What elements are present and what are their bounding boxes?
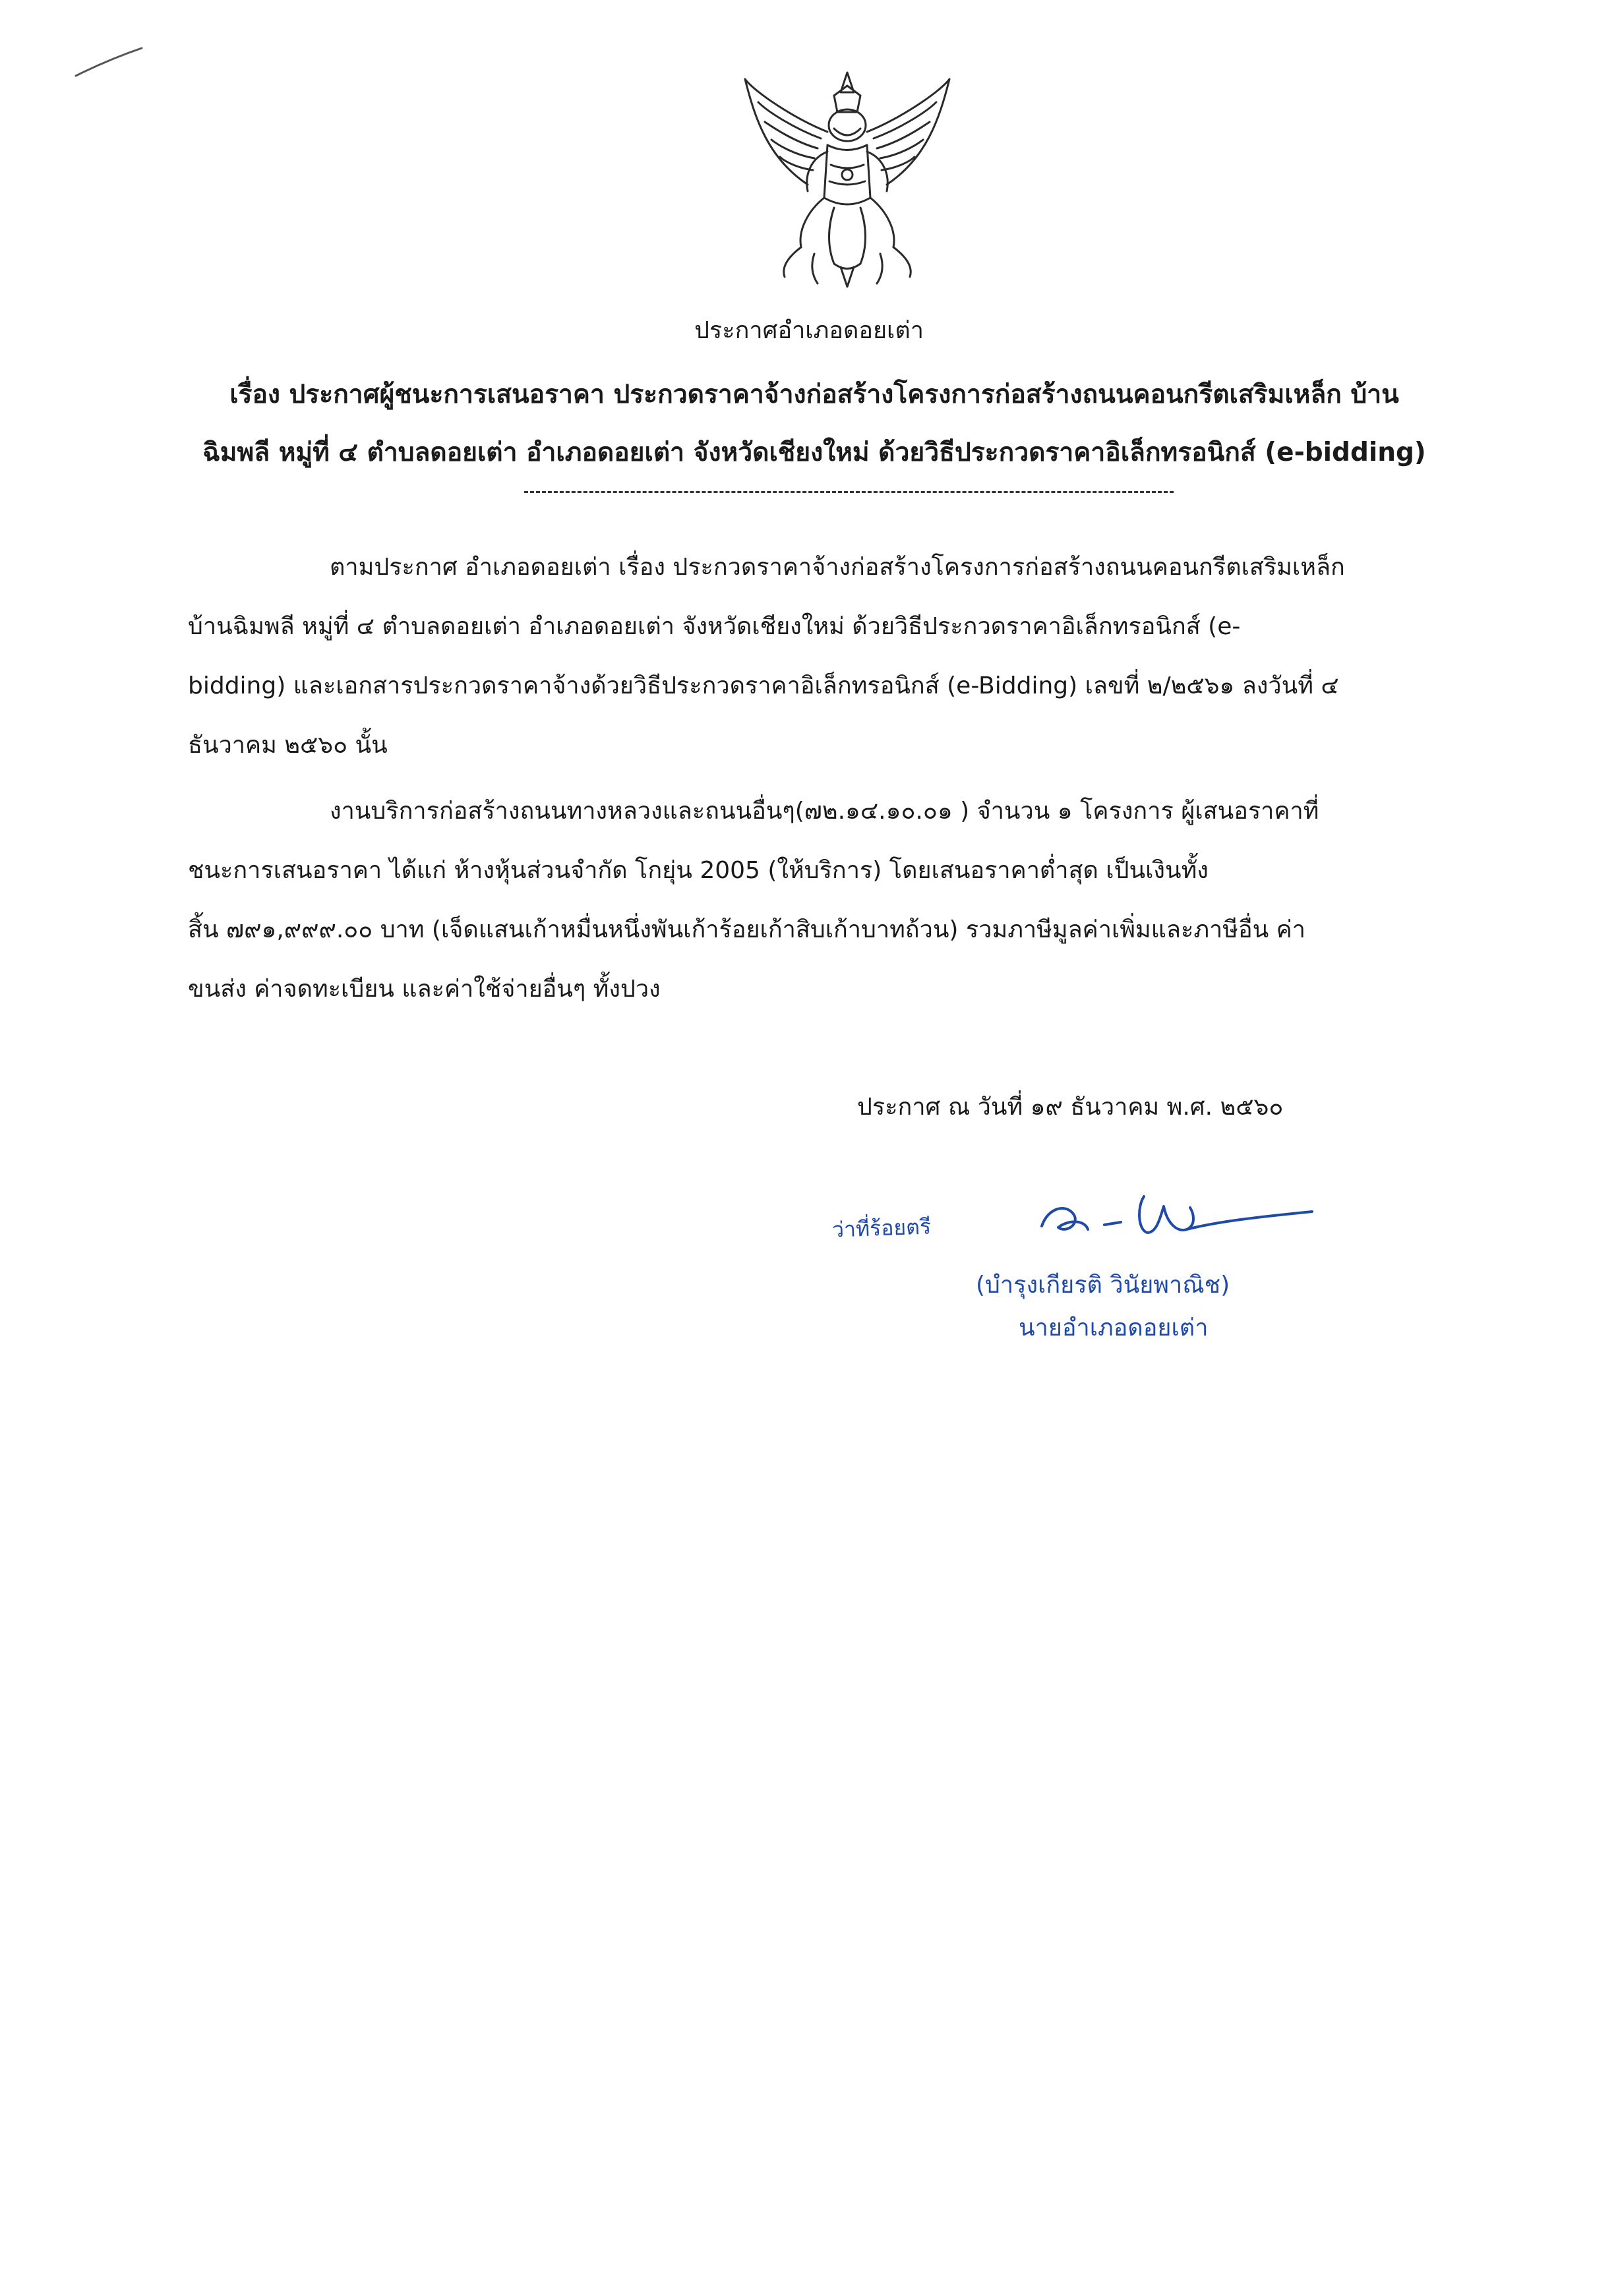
dashed-divider (524, 491, 1174, 493)
paragraph-winner (188, 782, 1480, 1019)
announcement-header: ประกาศอำเภอดอยเต่า (694, 317, 924, 344)
paragraph1-line-1: ตามประกาศ อำเภอดอยเต่า เรื่อง ประกวดราคาจ้างก่อสร้างโครงการก่อสร้างถนนคอนกรีตเสริมเหล็ก (330, 554, 1345, 581)
signer-name: (บำรุงเกียรติ วินัยพาณิช) (976, 1272, 1230, 1299)
paragraph1-line-2: บ้านฉิมพลี หมู่ที่ ๔ ตำบลดอยเต่า อำเภอดอยเต่า จังหวัดเชียงใหม่ ด้วยวิธีประกวดราคาอิเล็กทรอนิกส์ (e- (188, 613, 1241, 640)
handwritten-signature (1029, 1167, 1319, 1266)
announcement-date: ประกาศ ณ วันที่ ๑๙ ธันวาคม พ.ศ. ๒๕๖๐ (857, 1094, 1284, 1121)
paragraph2-line-1: งานบริการก่อสร้างถนนทางหลวงและถนนอื่นๆ(๗๒.๑๔.๑๐.๐๑ ) จำนวน ๑ โครงการ ผู้เสนอราคาที่ (330, 798, 1319, 825)
paragraph-reference (188, 538, 1480, 775)
subject-line-1: เรื่อง ประกาศผู้ชนะการเสนอราคา ประกวดราคาจ้างก่อสร้างโครงการก่อสร้างถนนคอนกรีตเสริมเหล็ก บ้าน (229, 380, 1399, 409)
signer-position: นายอำเภอดอยเต่า (1019, 1314, 1209, 1341)
garuda-emblem-icon (735, 66, 959, 290)
subject-block (171, 366, 1457, 482)
paragraph2-line-2: ชนะการเสนอราคา ได้แก่ ห้างหุ้นส่วนจำกัด โกยุ่น 2005 (ให้บริการ) โดยเสนอราคาต่ำสุด เป็นเงินทั้ง (188, 857, 1209, 884)
pen-stroke-mark (73, 46, 145, 79)
subject-line-2: ฉิมพลี หมู่ที่ ๔ ตำบลดอยเต่า อำเภอดอยเต่า จังหวัดเชียงใหม่ ด้วยวิธีประกวดราคาอิเล็กทรอนิกส์ (e-bidding) (202, 438, 1426, 467)
acting-rank-note: ว่าที่ร้อยตรี (831, 1214, 932, 1243)
paragraph1-line-4: ธันวาคม ๒๕๖๐ นั้น (188, 732, 388, 759)
paragraph2-line-4: ขนส่ง ค่าจดทะเบียน และค่าใช้จ่ายอื่นๆ ทั้งปวง (188, 976, 661, 1003)
paragraph2-line-3: สิ้น ๗๙๑,๙๙๙.๐๐ บาท (เจ็ดแสนเก้าหมื่นหนึ่งพันเก้าร้อยเก้าสิบเก้าบาทถ้วน) รวมภาษีมูลค่าเพิ่มและภาษีอื่น ค่า (188, 916, 1305, 943)
paragraph1-line-3: bidding) และเอกสารประกวดราคาจ้างด้วยวิธีประกวดราคาอิเล็กทรอนิกส์ (e-Bidding) เลขที่ ๒/๒๕๖๑ ลงวันที่ ๔ (188, 672, 1339, 699)
